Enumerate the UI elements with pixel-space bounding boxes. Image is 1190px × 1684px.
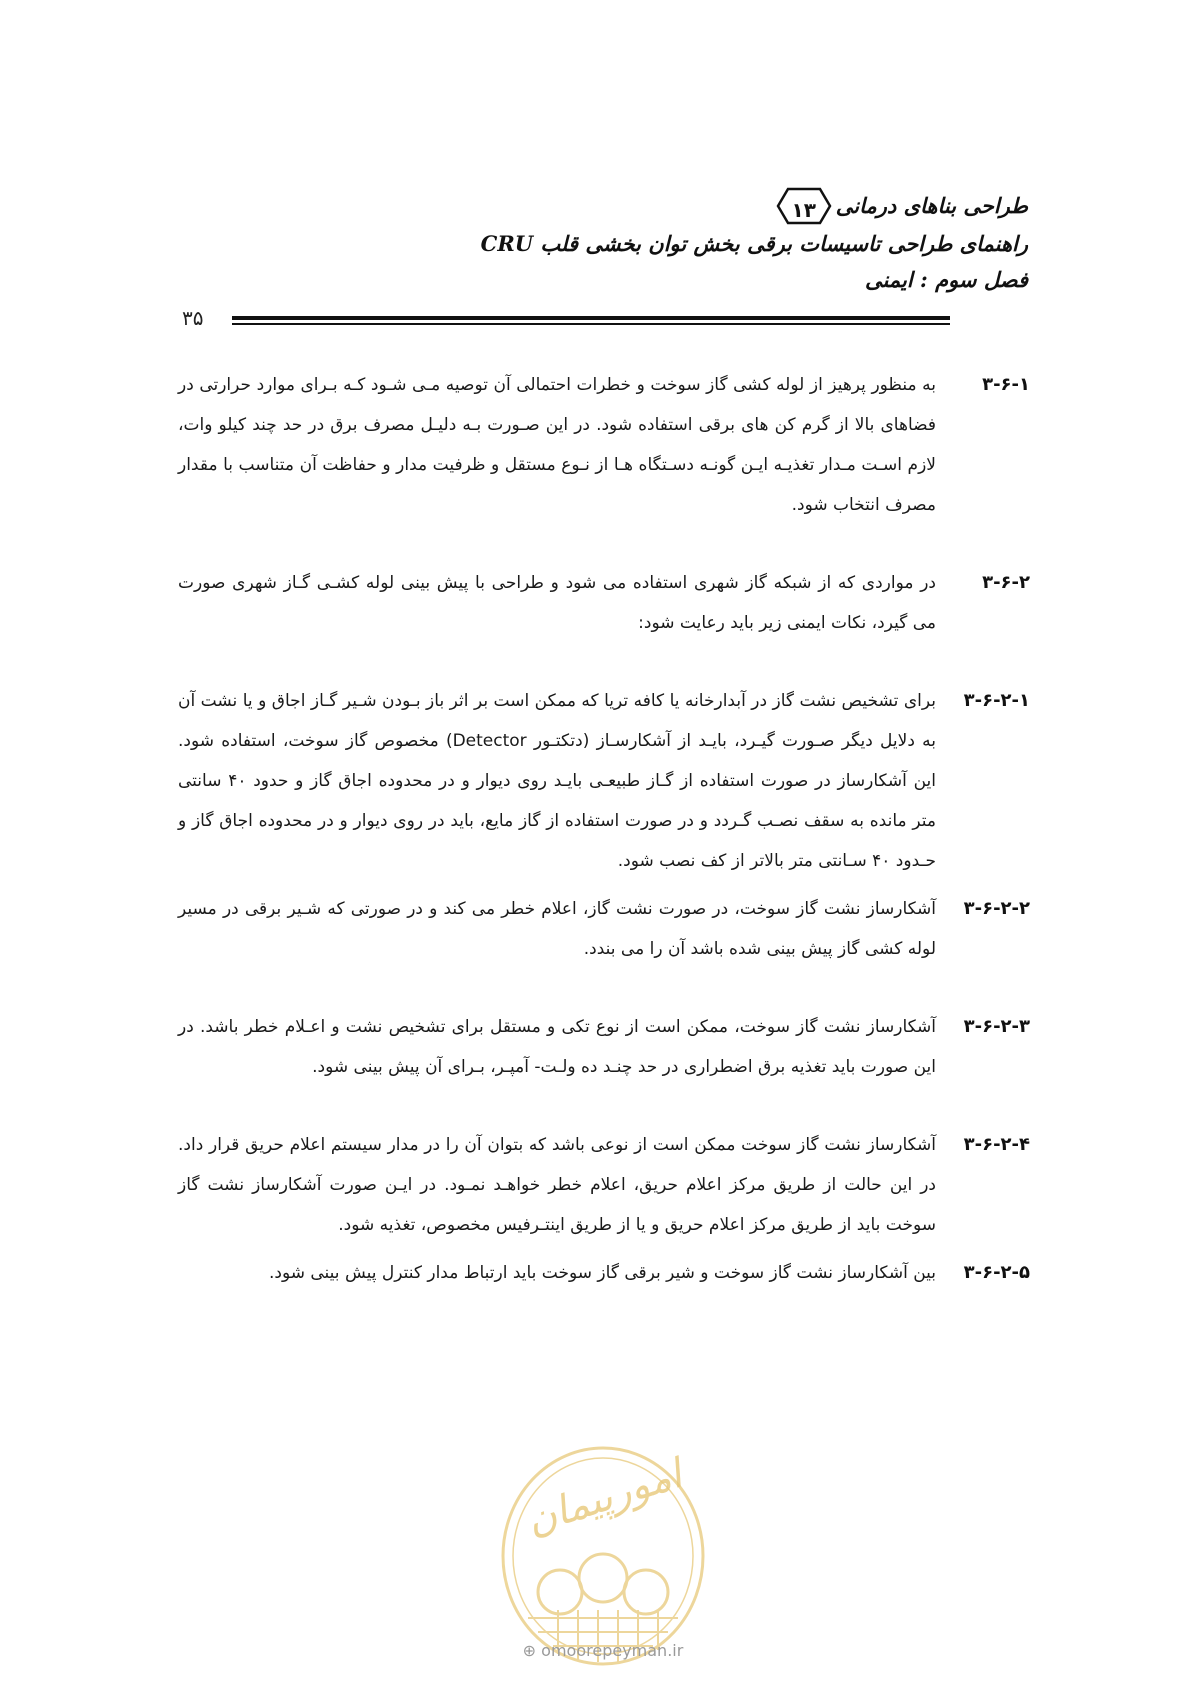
clause-text: برای تشخیص نشت گاز در آبدارخانه یا کافه تریا که ممکن است بر اثر باز بـودن شـیر گـاز اجاق و یا نشت آن به دلایل دیگر صـورت گیـرد، بایـد از آشکارسـاز (دتکتـور Detector) مخصوص گاز سوخت، استفاده شود. این آشکارساز در صورت استفاده از گـاز طبیعـی بایـد روی دیوار و در محدوده اجاق گاز و حدود ۴۰ سانتی متر مانده به سقف نصـب گـردد و در صورت استفاده از گاز مایع، باید در روی دیوار و در محدوده اجاق گاز و حـدود ۴۰ سـانتی متر بالاتر از کف نصب شود.	[178, 691, 937, 871]
clause-number: ۳-۶-۱	[982, 374, 1030, 395]
clause-3-6-2-5	[178, 1253, 1030, 1293]
clause-text: بین آشکارساز نشت گاز سوخت و شیر برقی گاز سوخت باید ارتباط مدار کنترل پیش بینی شود.	[268, 1263, 936, 1283]
page-number: ۳۵	[182, 306, 204, 330]
clause-text: آشکارساز نشت گاز سوخت ممکن است از نوعی باشد که بتوان آن را در مدار سیستم اعلام حریق قرار داد. در این حالت از طریق مرکز اعلام حریق، اعلام خطر خواهـد نمـود. در ایـن صورت آشکارساز نشت گاز سوخت باید از طریق مرکز اعلام حریق و یا از طریق اینتـرفیس مخصوص، تغذیه شود.	[178, 1135, 936, 1235]
clause-text: آشکارساز نشت گاز سوخت، ممکن است از نوع تکی و مستقل برای تشخیص نشت و اعـلام خطر باشد. در این صورت باید تغذیه برق اضطراری در حد چنـد ده ولـت- آمپـر، بـرای آن پیش بینی شود.	[178, 1017, 936, 1077]
clause-text: آشکارساز نشت گاز سوخت، در صورت نشت گاز، اعلام خطر می کند و در صورتی که شـیر برقی در مسیر لوله کشی گاز پیش بینی شده باشد آن را می بندد.	[178, 899, 936, 959]
globe-icon: ⊕	[522, 1641, 537, 1660]
clause-text: به منظور پرهیز از لوله کشی گاز سوخت و خطرات احتمالی آن توصیه مـی شـود کـه بـرای موارد حرارتی در فضاهای بالا از گرم کن های برقی استفاده شود. در این صـورت بـه دلیـل مصرف برق در حد چند کیلو وات، لازم اسـت مـدار تغذیـه ایـن گونـه دسـتگاه هـا از نـوع مستقل و ظرفیت مدار و حفاظت آن متناسب با مقدار مصرف انتخاب شود.	[178, 375, 936, 515]
watermark-seal	[498, 1440, 708, 1672]
volume-number: ۱۳	[791, 198, 816, 222]
volume-badge	[776, 186, 832, 226]
document-header	[481, 186, 1028, 298]
clause-3-6-2-3	[178, 1007, 1030, 1087]
clause-number: ۳-۶-۲-۲	[963, 898, 1030, 919]
clause-3-6-2-2	[178, 889, 1030, 969]
clause-3-6-2	[178, 563, 1030, 643]
chapter-title: فصل سوم : ایمنی	[865, 267, 1028, 292]
header-rule-thin	[232, 323, 950, 325]
clause-number: ۳-۶-۲-۴	[963, 1134, 1030, 1155]
watermark-text: امورپیمان	[520, 1450, 688, 1545]
header-line-1	[481, 186, 1028, 226]
series-title: طراحی بناهای درمانی	[835, 193, 1028, 218]
header-rule-thick	[232, 316, 950, 320]
clause-text: در مواردی که از شبکه گاز شهری استفاده می شود و طراحی با پیش بینی لوله کشـی گـاز شهری صورت می گیرد، نکات ایمنی زیر باید رعایت شود:	[178, 573, 936, 633]
clause-3-6-2-1	[178, 681, 1030, 881]
clause-number: ۳-۶-۲-۵	[963, 1262, 1030, 1283]
clause-number: ۳-۶-۲	[982, 572, 1030, 593]
guide-title: راهنمای طراحی تاسیسات برقی بخش توان بخشی قلب CRU	[480, 231, 1028, 256]
clause-3-6-1	[178, 365, 1030, 525]
website-url: omoorepeyman.ir	[541, 1641, 684, 1660]
clause-number: ۳-۶-۲-۳	[963, 1016, 1030, 1037]
website-footer	[498, 1641, 708, 1660]
clause-number: ۳-۶-۲-۱	[963, 690, 1030, 711]
clause-3-6-2-4	[178, 1125, 1030, 1245]
page-body	[178, 365, 1030, 1331]
